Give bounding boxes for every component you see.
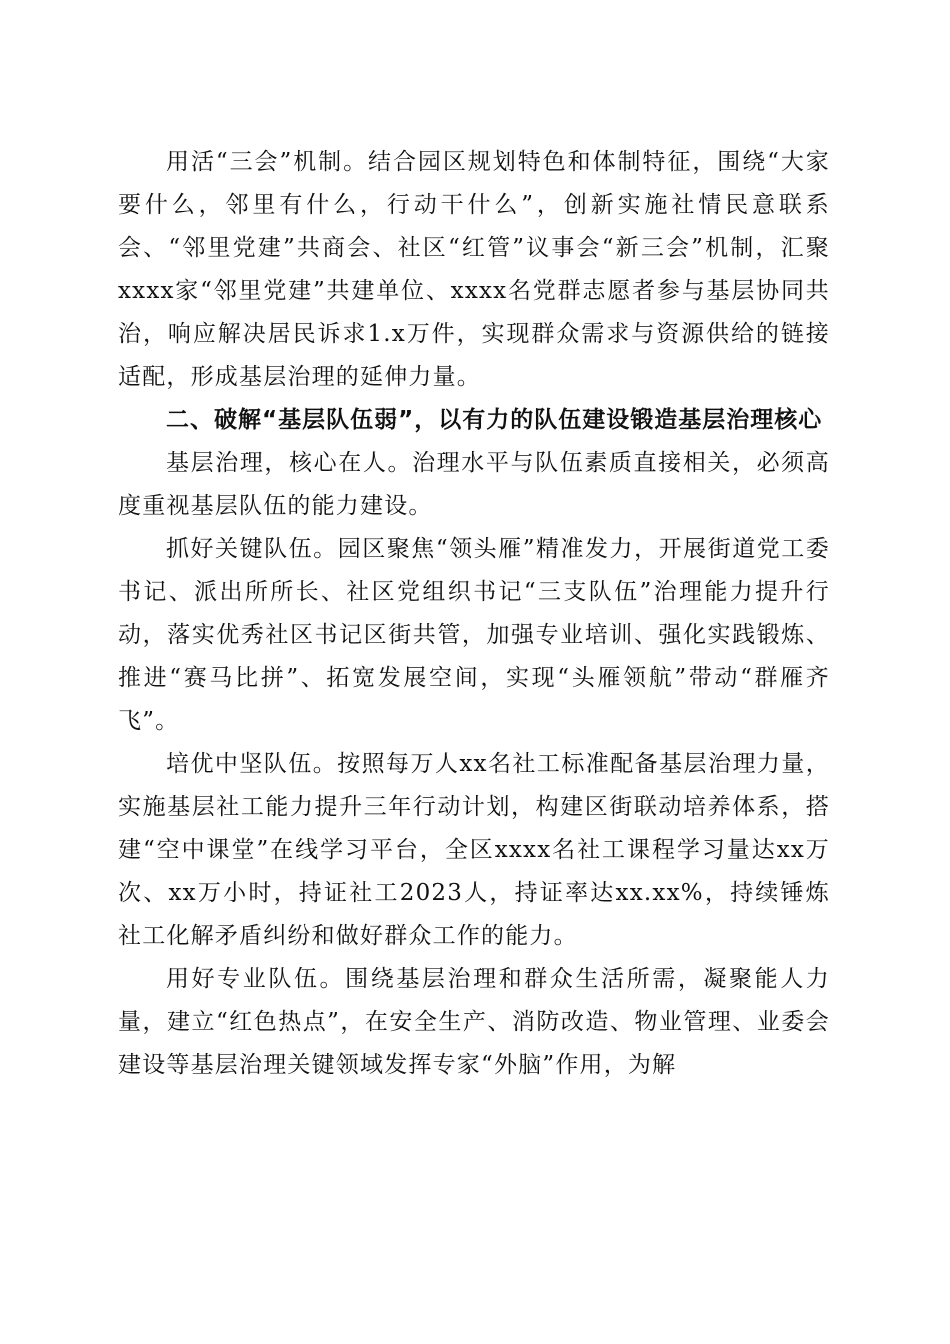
paragraph-san-hui-mechanism: 用活“三会”机制。结合园区规划特色和体制特征，围绕“大家要什么，邻里有什么，行动干什么”，创新实施社情民意联系会、“邻里党建”共商会、社区“红管”议事会“新三会”机制，汇聚xxxx家“邻里党建”共建单位、xxxx名党群志愿者参与基层协同共治，响应解决居民诉求1.x万件，实现群众需求与资源供给的链接适配，形成基层治理的延伸力量。 — [118, 149, 830, 390]
document-page — [118, 141, 830, 1087]
paragraph-professional-team: 用好专业队伍。围绕基层治理和群众生活所需，凝聚能人力量，建立“红色热点”，在安全生产、消防改造、物业管理、业委会建设等基层治理关键领域发挥专家“外脑”作用，为解 — [118, 966, 830, 1078]
section-heading-2: 二、破解“基层队伍弱”，以有力的队伍建设锻造基层治理核心 — [166, 407, 823, 433]
paragraph-backbone-team: 培优中坚队伍。按照每万人xx名社工标准配备基层治理力量，实施基层社工能力提升三年行动计划，构建区街联动培养体系，搭建“空中课堂”在线学习平台，全区xxxx名社工课程学习量达xx万次、xx万小时，持证社工2023人，持证率达xx.xx%，持续锤炼社工化解矛盾纠纷和做好群众工作的能力。 — [118, 751, 830, 949]
paragraph-governance-core: 基层治理，核心在人。治理水平与队伍素质直接相关，必须高度重视基层队伍的能力建设。 — [118, 450, 830, 519]
paragraph-key-team: 抓好关键队伍。园区聚焦“领头雁”精准发力，开展街道党工委书记、派出所所长、社区党组织书记“三支队伍”治理能力提升行动，落实优秀社区书记区街共管，加强专业培训、强化实践锻炼、推进“赛马比拼”、拓宽发展空间，实现“头雁领航”带动“群雁齐飞”。 — [118, 536, 830, 734]
